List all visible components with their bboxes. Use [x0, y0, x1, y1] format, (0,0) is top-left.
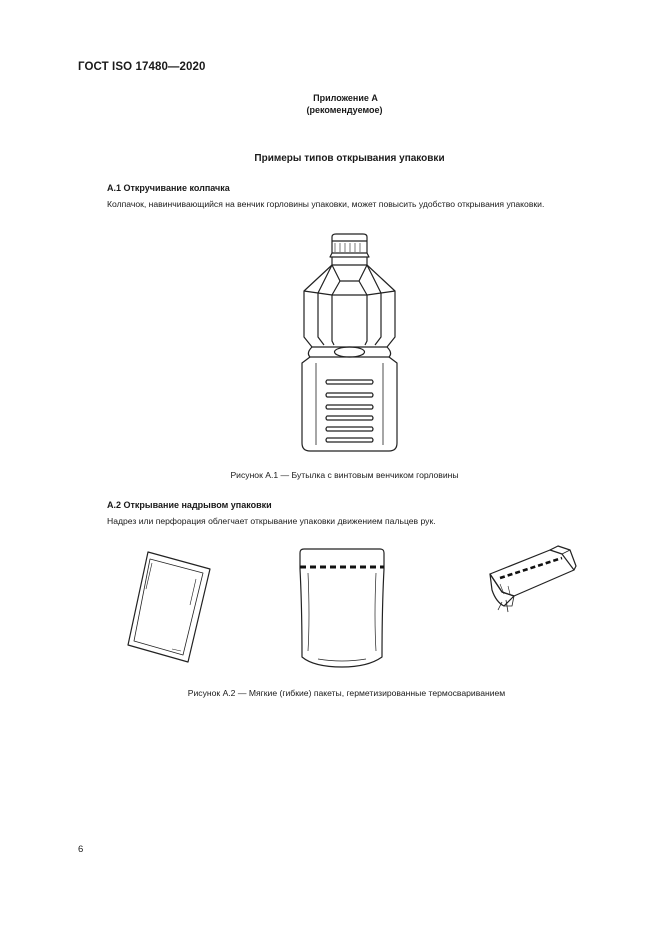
pillow-pack-figure [486, 544, 578, 616]
annex-title: Приложение А [313, 93, 378, 103]
figure-a2-caption: Рисунок А.2 — Мягкие (гибкие) пакеты, герметизированные термосвариванием [187, 688, 506, 698]
subsection-a1-heading: А.1 Откручивание колпачка [107, 183, 230, 193]
annex-status: (рекомендуемое) [306, 105, 383, 115]
subsection-a1-text: Колпачок, навинчивающийся на венчик горловины упаковки, может повысить удобство открывания упаковки. [107, 199, 545, 209]
section-title: Примеры типов открывания упаковки [254, 153, 445, 164]
document-code: ГОСТ ISO 17480—2020 [78, 61, 206, 73]
subsection-a2-text: Надрез или перфорация облегчает открывание упаковки движением пальцев рук. [107, 516, 436, 526]
page-number: 6 [78, 844, 84, 855]
figure-a1-caption: Рисунок А.1 — Бутылка с винтовым венчиком горловины [230, 470, 459, 480]
stand-up-pouch-figure [298, 547, 388, 671]
bottle-figure [296, 233, 406, 455]
flat-pouch-figure [126, 549, 212, 665]
subsection-a2-heading: А.2 Открывание надрывом упаковки [107, 500, 272, 510]
annex-heading [0, 92, 661, 116]
